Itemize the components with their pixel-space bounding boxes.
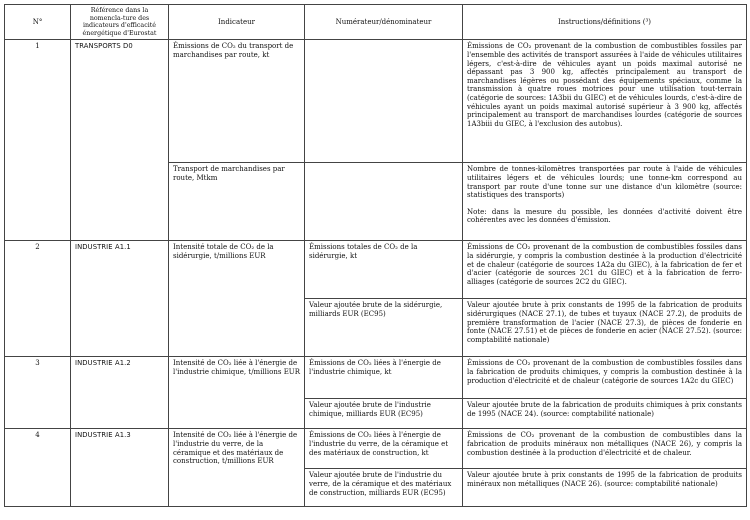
table-row bbox=[5, 40, 747, 163]
row-reference: INDUSTRIE A1.2 bbox=[71, 357, 169, 429]
row-instructions-cell bbox=[463, 163, 747, 241]
row-instructions: Émissions de CO₂ provenant de la combustion de combustibles dans la fabrication de produits minéraux non métalliques (NACE 26), y compris la combustion destinée à la production d'électricité et de chaleur. bbox=[463, 429, 747, 469]
row-indicator: Intensité de CO₂ liée à l'énergie de l'industrie chimique, t/millions EUR bbox=[169, 357, 305, 429]
row-indicator: Intensité totale de CO₂ de la sidérurgie, t/millions EUR bbox=[169, 241, 305, 357]
row-number: 1 bbox=[5, 40, 71, 241]
header-indicator: Indicateur bbox=[169, 5, 305, 40]
row-number: 2 bbox=[5, 241, 71, 357]
table-header-row bbox=[5, 5, 747, 40]
row-numerator-denominator: Valeur ajoutée brute de la sidérurgie, milliards EUR (EC95) bbox=[305, 299, 463, 357]
header-eurostat-reference: Référence dans la nomencla-ture des indicateurs d'efficacité énergétique d'Eurostat bbox=[71, 5, 169, 40]
row-numerator-denominator: Émissions totales de CO₂ de la sidérurgie, kt bbox=[305, 241, 463, 299]
row-instructions: Valeur ajoutée brute à prix constants de 1995 de la fabrication de produits minéraux non métalliques (NACE 26). (source: comptabilité nationale) bbox=[463, 469, 747, 507]
row-indicator: Émissions de CO₂ du transport de marchandises par route, kt bbox=[169, 40, 305, 163]
row-numerator-denominator: Valeur ajoutée brute de l'industrie du verre, de la céramique et des matériaux de construction, milliards EUR (EC95) bbox=[305, 469, 463, 507]
row-reference: INDUSTRIE A1.1 bbox=[71, 241, 169, 357]
row-number: 4 bbox=[5, 429, 71, 507]
row-instructions: Émissions de CO₂ provenant de la combustion de combustibles fossiles dans la fabrication de produits chimiques, y compris la combustion destinée à la production d'électricité et de chaleur (catégorie de sources 1A2c du GIEC) bbox=[463, 357, 747, 399]
header-numerator-denominator: Numérateur/dénominateur bbox=[305, 5, 463, 40]
row-numerator-denominator bbox=[305, 163, 463, 241]
row-indicator: Transport de marchandises par route, Mtkm bbox=[169, 163, 305, 241]
row-numerator-denominator: Émissions de CO₂ liées à l'énergie de l'industrie du verre, de la céramique et des matériaux de construction, kt bbox=[305, 429, 463, 469]
row-instructions: Valeur ajoutée brute à prix constants de 1995 de la fabrication de produits sidérurgiques (NACE 27.1), de tubes et tuyaux (NACE 27.2), de produits de première transformation de l'acier (NACE 27.3), de pièces de fonderie en fonte (NACE 27.51) et de pièces de fonderie en acier (NACE 27.52). (source: comptabilité nationale) bbox=[463, 299, 747, 357]
header-number: N° bbox=[5, 5, 71, 40]
table-row bbox=[5, 357, 747, 399]
table-row bbox=[5, 429, 747, 469]
row-reference: INDUSTRIE A1.3 bbox=[71, 429, 169, 507]
row-number: 3 bbox=[5, 357, 71, 429]
row-numerator-denominator: Émissions de CO₂ liées à l'énergie de l'industrie chimique, kt bbox=[305, 357, 463, 399]
row-instructions: Émissions de CO₂ provenant de la combustion de combustibles fossiles par l'ensemble des activités de transport assurées à l'aide de véhicules utilitaires légers, c'est-à-dire de véhicules ayant un poids maximal autorisé ne dépassant pas 3 900 kg, affectés principalement au transport de marchandises légères ou possédant des équipements spéciaux, comme la transmission à quatre roues motrices pour une utilisation tout-terrain (catégorie de sources: 1A3bii du GIEC) et de véhicules lourds, c'est-à-dire de véhicules ayant un poids maximal autorisé supérieur à 3 900 kg, affectés principalement au transport de marchandises lourdes (catégorie de sources 1A3biii du GIEC, à l'exclusion des autobus). bbox=[463, 40, 747, 163]
row-reference: TRANSPORTS D0 bbox=[71, 40, 169, 241]
row-note: Note: dans la mesure du possible, les données d'activité doivent être cohérentes avec les données d'émission. bbox=[467, 207, 742, 225]
row-instructions: Émissions de CO₂ provenant de la combustion de combustibles fossiles dans la sidérurgie, y compris la combustion destinée à la production d'électricité et de chaleur (catégorie de sources 1A2a du GIEC), à la fabrication de fer et d'acier (catégorie de sources 2C1 du GIEC) et à la fabrication de ferro-alliages (catégorie de sources 2C2 du GIEC). bbox=[463, 241, 747, 299]
row-numerator-denominator bbox=[305, 40, 463, 163]
row-indicator: Intensité de CO₂ liée à l'énergie de l'industrie du verre, de la céramique et des matériaux de construction, t/millions EUR bbox=[169, 429, 305, 507]
header-instructions: Instructions/définitions (³) bbox=[463, 5, 747, 40]
row-instructions: Nombre de tonnes-kilomètres transportées par route à l'aide de véhicules utilitaires légers et de véhicules lourds; une tonne-km correspond au transport par route d'une tonne sur une distance d'un kilomètre (source: statistiques des transports) bbox=[467, 165, 742, 200]
table-row bbox=[5, 241, 747, 299]
row-instructions: Valeur ajoutée brute de la fabrication de produits chimiques à prix constants de 1995 (NACE 24). (source: comptabilité nationale) bbox=[463, 399, 747, 429]
indicator-table bbox=[4, 4, 747, 507]
row-numerator-denominator: Valeur ajoutée brute de l'industrie chimique, milliards EUR (EC95) bbox=[305, 399, 463, 429]
